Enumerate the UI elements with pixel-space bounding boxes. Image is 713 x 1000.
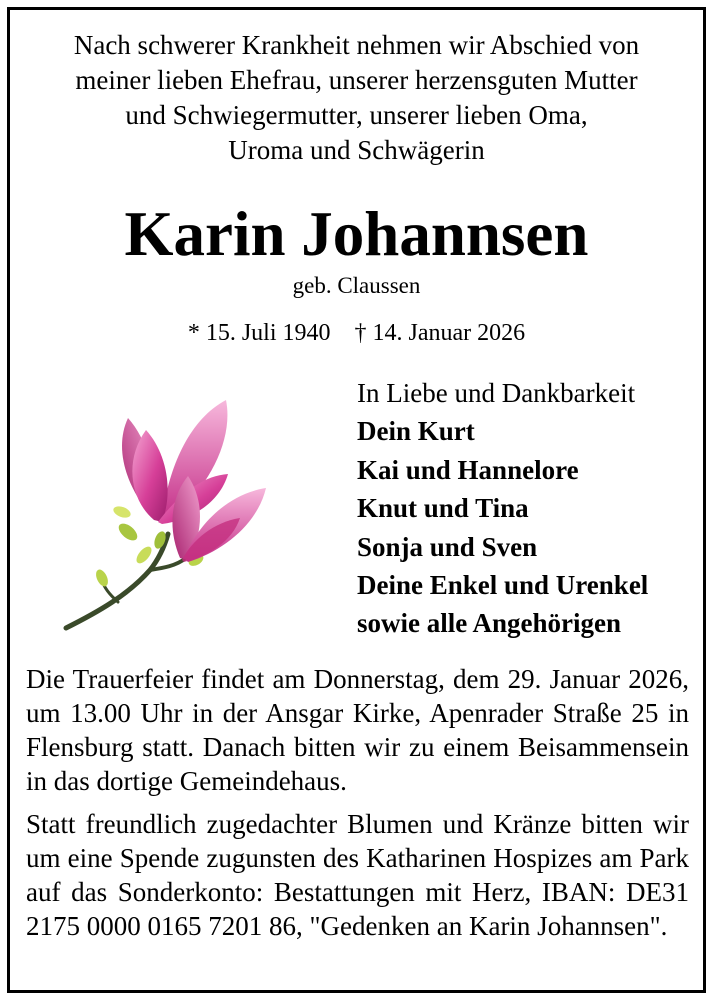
donation-paragraph: Statt freundlich zugedachter Blumen und Kränze bitten wir um eine Spende zugunsten des Katharinen Hospizes am Park auf das Sonderkonto: Bestattungen mit Herz, IBAN: DE31 2175 0000 0165 7201 86, "Gedenken an Karin Johannsen". xyxy=(26,809,689,941)
intro-text xyxy=(10,28,703,168)
mourners-intro: In Liebe und Dankbarkeit xyxy=(357,378,636,408)
intro-line: Uroma und Schwägerin xyxy=(228,135,485,165)
mourner-name: Deine Enkel und Urenkel xyxy=(357,570,649,601)
birth-name: geb. Claussen xyxy=(292,273,421,298)
life-dates: * 15. Juli 1940 † 14. Januar 2026 xyxy=(187,320,526,346)
mourner-name: sowie alle Angehörigen xyxy=(357,608,621,639)
mourner-name: Sonja und Sven xyxy=(357,531,538,562)
mourner-name: Knut und Tina xyxy=(357,493,529,524)
deceased-name: Karin Johannsen xyxy=(124,199,589,269)
intro-line: und Schwiegermutter, unserer lieben Oma, xyxy=(125,100,588,130)
mourners-list xyxy=(357,374,648,643)
magnolia-flower-image xyxy=(58,390,273,640)
mourner-name: Dein Kurt xyxy=(357,416,475,447)
ceremony-paragraph: Die Trauerfeier findet am Donnerstag, dem 29. Januar 2026, um 13.00 Uhr in der Ansgar Kirke, Apenrader Straße 25 in Flensburg statt. Danach bitten wir zu einem Beisammensein in das dortige Gemeindehaus. xyxy=(26,664,689,796)
mourner-name: Kai und Hannelore xyxy=(357,454,579,485)
intro-line: meiner lieben Ehefrau, unserer herzensguten Mutter xyxy=(75,65,638,95)
intro-line: Nach schwerer Krankheit nehmen wir Abschied von xyxy=(73,30,640,60)
